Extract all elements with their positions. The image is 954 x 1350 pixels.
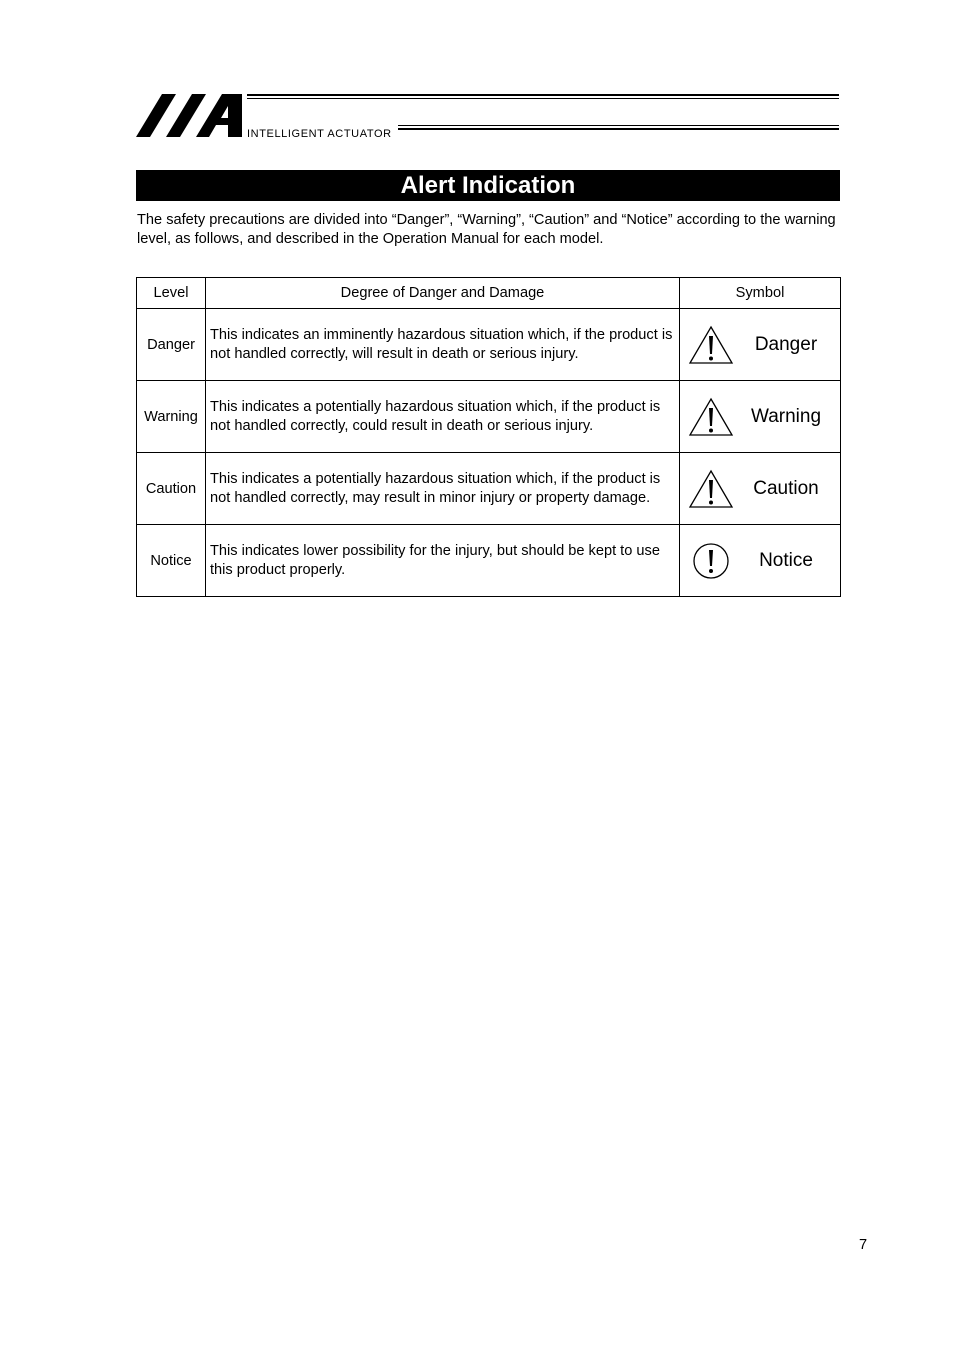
company-logo	[136, 92, 246, 138]
symbol-label: Caution	[753, 478, 819, 499]
table-header-row	[137, 278, 841, 309]
warning-triangle-icon	[688, 397, 734, 437]
symbol-label: Warning	[750, 406, 822, 427]
warning-triangle-icon	[688, 325, 734, 365]
table-row-danger	[137, 309, 841, 381]
header-rule-top-1	[247, 94, 839, 96]
page-title: Alert Indication	[136, 170, 840, 201]
header-rule-top-2	[247, 98, 839, 99]
exclamation-circle-icon	[688, 541, 734, 581]
page-header	[136, 92, 839, 140]
page-number: 7	[859, 1237, 868, 1253]
description-cell: This indicates an imminently hazardous situation which, if the product is not handled correctly, will result in death or serious injury.	[206, 309, 680, 381]
level-cell: Warning	[137, 381, 206, 453]
symbol-cell	[680, 525, 841, 597]
table-row-warning	[137, 381, 841, 453]
header-rule-bottom-2	[398, 128, 839, 130]
level-cell: Notice	[137, 525, 206, 597]
header-symbol: Symbol	[680, 278, 841, 309]
description-cell: This indicates a potentially hazardous situation which, if the product is not handled correctly, may result in minor injury or property damage.	[206, 453, 680, 525]
warning-triangle-icon	[688, 469, 734, 509]
header-level: Level	[137, 278, 206, 309]
description-cell: This indicates lower possibility for the injury, but should be kept to use this product properly.	[206, 525, 680, 597]
symbol-cell	[680, 381, 841, 453]
alert-level-table	[136, 277, 841, 597]
level-cell: Caution	[137, 453, 206, 525]
table-row-notice	[137, 525, 841, 597]
intro-paragraph: The safety precautions are divided into “Danger”, “Warning”, “Caution” and “Notice” according to the warning level, as follows, and described in the Operation Manual for each model.	[137, 212, 836, 247]
symbol-label: Notice	[759, 550, 813, 571]
level-cell: Danger	[137, 309, 206, 381]
symbol-label: Danger	[754, 334, 818, 355]
header-rule-bottom-1	[398, 125, 839, 126]
header-degree: Degree of Danger and Damage	[206, 278, 680, 309]
symbol-cell	[680, 309, 841, 381]
symbol-cell	[680, 453, 841, 525]
company-name: INTELLIGENT ACTUATOR	[247, 128, 392, 140]
table-row-caution	[137, 453, 841, 525]
description-cell: This indicates a potentially hazardous situation which, if the product is not handled correctly, could result in death or serious injury.	[206, 381, 680, 453]
